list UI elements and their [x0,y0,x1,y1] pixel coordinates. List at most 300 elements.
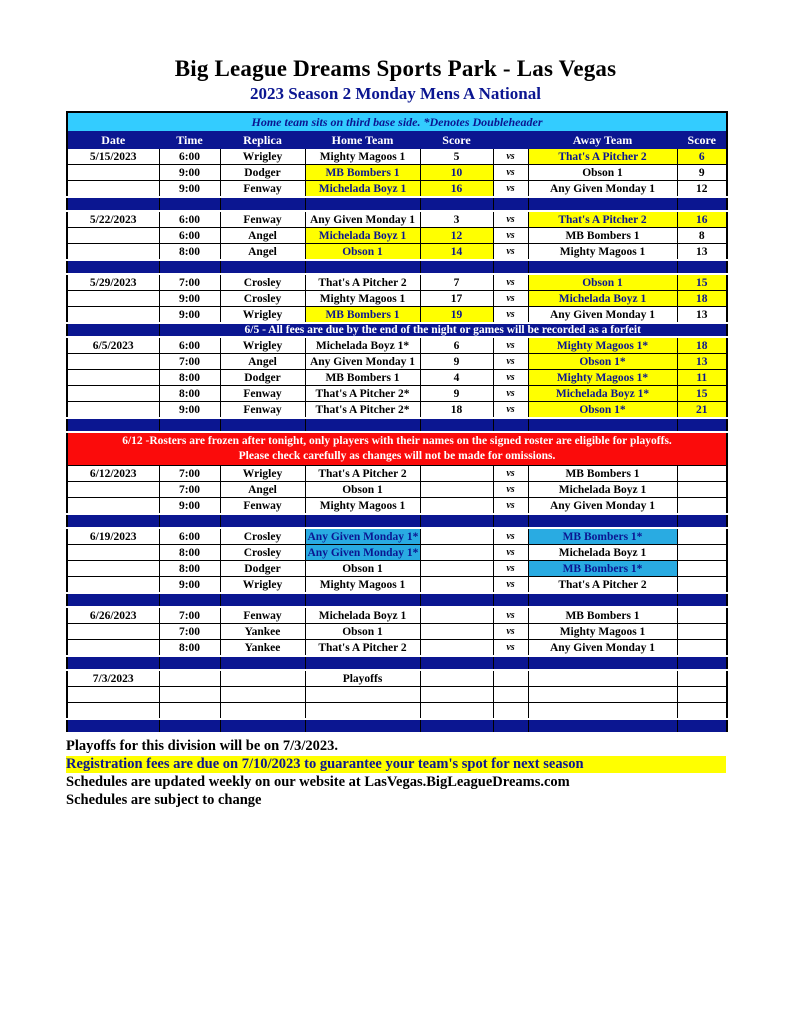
separator-note-row [67,323,727,337]
home-team-cell: Obson 1 [305,561,420,577]
blank-cell-replica [220,703,305,720]
separator-cell-home-score [420,514,493,528]
time-cell: 9:00 [159,291,220,307]
away-score-cell: 21 [677,402,727,419]
blank-cell-vs [493,687,528,703]
column-header-vs [493,132,528,149]
replica-cell [220,670,305,687]
home-team-cell: Michelada Boyz 1* [305,337,420,354]
away-score-cell [677,482,727,498]
home-score-cell: 19 [420,307,493,324]
time-cell: 8:00 [159,386,220,402]
home-team-side-note: Home team sits on third base side. *Denotes Doubleheader [67,112,727,132]
separator-cell-away-score [677,514,727,528]
home-team-cell: Obson 1 [305,244,420,261]
vs-cell: vs [493,307,528,324]
date-cell [67,561,159,577]
home-score-cell: 17 [420,291,493,307]
away-team-cell: Michelada Boyz 1 [528,482,677,498]
game-row [67,307,727,324]
replica-cell: Crosley [220,291,305,307]
separator-cell-date [67,260,159,274]
separator-cell-home-score [420,197,493,211]
roster-freeze-notice-row [67,432,727,466]
home-team-cell: Michelada Boyz 1 [305,607,420,624]
separator-cell-away [528,656,677,670]
away-team-cell: Any Given Monday 1 [528,498,677,515]
game-row [67,274,727,291]
away-score-cell: 13 [677,307,727,324]
away-team-cell: Michelada Boyz 1 [528,545,677,561]
separator-cell-replica [220,514,305,528]
vs-cell: vs [493,498,528,515]
game-row [67,402,727,419]
away-score-cell: 11 [677,370,727,386]
vs-cell: vs [493,370,528,386]
home-score-cell [420,498,493,515]
game-row [67,640,727,657]
home-team-cell: MB Bombers 1 [305,165,420,181]
separator-cell-vs [493,418,528,432]
time-cell: 9:00 [159,165,220,181]
home-team-cell: Obson 1 [305,482,420,498]
separator-cell-away-score [677,418,727,432]
separator-cell-home [305,656,420,670]
home-team-cell: Michelada Boyz 1 [305,228,420,244]
home-score-cell: 9 [420,354,493,370]
away-score-cell: 15 [677,274,727,291]
separator-row [67,719,727,733]
separator-cell-away [528,418,677,432]
game-row [67,337,727,354]
replica-cell: Crosley [220,274,305,291]
separator-cell-date [67,514,159,528]
replica-cell: Fenway [220,211,305,228]
home-team-cell: That's A Pitcher 2* [305,402,420,419]
blank-cell-home-score [420,687,493,703]
date-cell [67,165,159,181]
page-subtitle: 2023 Season 2 Monday Mens A National [250,84,541,103]
away-score-cell [677,624,727,640]
separator-cell-time [159,593,220,607]
date-cell [67,402,159,419]
separator-cell-date [67,197,159,211]
game-row [67,291,727,307]
date-cell [67,624,159,640]
away-team-cell: Obson 1 [528,165,677,181]
home-score-cell: 9 [420,386,493,402]
time-cell: 6:00 [159,337,220,354]
separator-cell-replica [220,418,305,432]
replica-cell: Angel [220,354,305,370]
separator-cell-vs [493,260,528,274]
separator-cell-home-score [420,719,493,733]
date-cell: 5/22/2023 [67,211,159,228]
column-header-home-team: Home Team [305,132,420,149]
separator-cell-time [159,514,220,528]
home-score-cell: 14 [420,244,493,261]
game-row [67,181,727,198]
time-cell: 6:00 [159,211,220,228]
home-score-cell: 7 [420,274,493,291]
replica-cell: Wrigley [220,307,305,324]
vs-cell: vs [493,211,528,228]
separator-cell-home [305,260,420,274]
separator-cell-vs [493,593,528,607]
home-team-cell: That's A Pitcher 2 [305,274,420,291]
away-score-cell: 13 [677,354,727,370]
home-score-cell [420,670,493,687]
separator-cell-home-score [420,418,493,432]
date-cell [67,640,159,657]
separator-cell-date [67,719,159,733]
time-cell: 9:00 [159,307,220,324]
home-team-cell: Mighty Magoos 1 [305,149,420,165]
replica-cell: Angel [220,244,305,261]
blank-cell-time [159,687,220,703]
away-team-cell: MB Bombers 1* [528,561,677,577]
away-score-cell [677,607,727,624]
home-score-cell [420,528,493,545]
vs-cell: vs [493,291,528,307]
time-cell: 8:00 [159,561,220,577]
date-cell: 6/19/2023 [67,528,159,545]
replica-cell: Wrigley [220,466,305,482]
blank-cell-home-score [420,703,493,720]
away-team-cell: That's A Pitcher 2 [528,149,677,165]
home-team-cell: Playoffs [305,670,420,687]
vs-cell: vs [493,561,528,577]
game-row [67,165,727,181]
away-team-cell: That's A Pitcher 2 [528,577,677,594]
replica-cell: Yankee [220,624,305,640]
away-score-cell [677,466,727,482]
date-cell [67,181,159,198]
game-row [67,466,727,482]
home-team-cell: Any Given Monday 1 [305,354,420,370]
home-score-cell: 4 [420,370,493,386]
replica-cell: Dodger [220,370,305,386]
home-team-cell: Mighty Magoos 1 [305,577,420,594]
game-row [67,577,727,594]
home-score-cell [420,624,493,640]
time-cell: 8:00 [159,640,220,657]
date-cell: 7/3/2023 [67,670,159,687]
vs-cell: vs [493,165,528,181]
time-cell: 8:00 [159,545,220,561]
game-row [67,228,727,244]
schedule-table [66,111,728,734]
separator-cell-home-score [420,656,493,670]
separator-cell-home [305,514,420,528]
vs-cell: vs [493,181,528,198]
separator-cell-away [528,719,677,733]
column-header-score: Score [677,132,727,149]
time-cell: 8:00 [159,244,220,261]
blank-cell-home [305,703,420,720]
vs-cell: vs [493,545,528,561]
footer-website-note: Schedules are updated weekly on our website at LasVegas.BigLeagueDreams.com [66,774,570,790]
home-team-cell: That's A Pitcher 2 [305,466,420,482]
away-score-cell [677,670,727,687]
away-score-cell [677,528,727,545]
away-team-cell: Mighty Magoos 1* [528,370,677,386]
schedule-body [67,149,727,734]
separator-cell-vs [493,656,528,670]
separator-row [67,260,727,274]
separator-cell-away [528,260,677,274]
game-row [67,607,727,624]
vs-cell: vs [493,337,528,354]
home-score-cell: 3 [420,211,493,228]
blank-cell-time [159,703,220,720]
separator-cell-away [528,514,677,528]
home-team-cell: Obson 1 [305,624,420,640]
home-team-cell: That's A Pitcher 2* [305,386,420,402]
home-team-cell: Any Given Monday 1* [305,528,420,545]
replica-cell: Wrigley [220,577,305,594]
roster-freeze-notice-line: Please check carefully as changes will not be made for omissions. [238,450,556,462]
home-team-cell: Any Given Monday 1 [305,211,420,228]
separator-cell-home [305,418,420,432]
replica-cell: Crosley [220,528,305,545]
separator-cell-vs [493,197,528,211]
separator-cell-date [67,593,159,607]
away-team-cell [528,670,677,687]
date-cell [67,354,159,370]
away-score-cell: 15 [677,386,727,402]
roster-freeze-notice-line: 6/12 -Rosters are frozen after tonight, only players with their names on the signed roster are eligible for playoffs. [122,435,672,447]
column-header-row [67,132,727,149]
replica-cell: Wrigley [220,149,305,165]
separator-cell-replica [220,719,305,733]
replica-cell: Fenway [220,498,305,515]
date-cell [67,291,159,307]
away-score-cell [677,545,727,561]
away-team-cell: Any Given Monday 1 [528,307,677,324]
vs-cell: vs [493,274,528,291]
separator-cell-replica [220,656,305,670]
away-team-cell: Obson 1* [528,402,677,419]
home-score-cell: 5 [420,149,493,165]
replica-cell: Fenway [220,386,305,402]
vs-cell: vs [493,528,528,545]
away-score-cell: 8 [677,228,727,244]
away-team-cell: Obson 1* [528,354,677,370]
separator-row [67,593,727,607]
away-team-cell: Mighty Magoos 1* [528,337,677,354]
game-row [67,354,727,370]
replica-cell: Crosley [220,545,305,561]
separator-row [67,197,727,211]
home-team-cell: Mighty Magoos 1 [305,291,420,307]
home-score-cell: 10 [420,165,493,181]
away-score-cell [677,498,727,515]
game-row [67,244,727,261]
blank-cell-away [528,687,677,703]
blank-cell-date [67,703,159,720]
away-team-cell: Mighty Magoos 1 [528,624,677,640]
time-cell: 7:00 [159,607,220,624]
home-score-cell: 12 [420,228,493,244]
date-cell [67,307,159,324]
footer-subject-to-change-note: Schedules are subject to change [66,792,262,808]
separator-cell-vs [493,719,528,733]
home-score-cell: 6 [420,337,493,354]
away-team-cell: MB Bombers 1* [528,528,677,545]
blank-cell-away-score [677,703,727,720]
page-title: Big League Dreams Sports Park - Las Vegas [174,56,617,81]
time-cell: 7:00 [159,354,220,370]
separator-cell-away-score [677,197,727,211]
separator-row [67,656,727,670]
home-score-cell [420,466,493,482]
time-cell: 7:00 [159,466,220,482]
away-score-cell [677,640,727,657]
away-team-cell: Michelada Boyz 1 [528,291,677,307]
fees-due-note: 6/5 - All fees are due by the end of the night or games will be recorded as a forfeit [159,323,727,337]
replica-cell: Angel [220,482,305,498]
date-cell: 6/12/2023 [67,466,159,482]
separator-cell-time [159,197,220,211]
roster-freeze-notice [67,432,727,466]
separator-cell-vs [493,514,528,528]
home-score-cell: 18 [420,402,493,419]
time-cell: 7:00 [159,624,220,640]
away-team-cell: Any Given Monday 1 [528,640,677,657]
date-cell [67,545,159,561]
separator-cell-time [159,656,220,670]
vs-cell: vs [493,386,528,402]
away-score-cell [677,561,727,577]
game-row [67,528,727,545]
replica-cell: Angel [220,228,305,244]
date-cell [67,482,159,498]
time-cell: 9:00 [159,498,220,515]
time-cell: 6:00 [159,228,220,244]
home-score-cell [420,607,493,624]
vs-cell [493,670,528,687]
separator-cell-away-score [677,260,727,274]
column-header-date: Date [67,132,159,149]
replica-cell: Yankee [220,640,305,657]
away-team-cell: MB Bombers 1 [528,607,677,624]
date-cell [67,577,159,594]
blank-row [67,703,727,720]
game-row [67,482,727,498]
vs-cell: vs [493,577,528,594]
away-score-cell: 12 [677,181,727,198]
vs-cell: vs [493,607,528,624]
game-row [67,561,727,577]
separator-cell-away-score [677,593,727,607]
away-score-cell: 6 [677,149,727,165]
game-row [67,670,727,687]
footer-notes [66,738,726,809]
separator-cell-home [305,197,420,211]
replica-cell: Wrigley [220,337,305,354]
replica-cell: Fenway [220,607,305,624]
away-team-cell: Mighty Magoos 1 [528,244,677,261]
separator-cell-away [528,593,677,607]
blank-cell-home [305,687,420,703]
away-score-cell: 18 [677,337,727,354]
date-cell [67,498,159,515]
separator-cell-time [159,719,220,733]
separator-cell-away [528,197,677,211]
game-row [67,545,727,561]
home-score-cell: 16 [420,181,493,198]
column-header-time: Time [159,132,220,149]
time-cell: 6:00 [159,149,220,165]
away-score-cell: 16 [677,211,727,228]
vs-cell: vs [493,482,528,498]
footer-playoffs-note: Playoffs for this division will be on 7/3/2023. [66,738,339,754]
vs-cell: vs [493,244,528,261]
home-team-cell: MB Bombers 1 [305,307,420,324]
separator-cell-away-score [677,656,727,670]
home-score-cell [420,482,493,498]
home-team-cell: That's A Pitcher 2 [305,640,420,657]
game-row [67,498,727,515]
away-team-cell: MB Bombers 1 [528,228,677,244]
blank-cell-replica [220,687,305,703]
vs-cell: vs [493,640,528,657]
blank-cell-date [67,687,159,703]
vs-cell: vs [493,354,528,370]
date-cell: 6/26/2023 [67,607,159,624]
date-cell: 5/15/2023 [67,149,159,165]
column-header-replica: Replica [220,132,305,149]
time-cell: 8:00 [159,370,220,386]
footer-registration-note: Registration fees are due on 7/10/2023 to guarantee your team's spot for next season [66,756,726,773]
replica-cell: Dodger [220,165,305,181]
time-cell: 9:00 [159,402,220,419]
home-team-cell: Any Given Monday 1* [305,545,420,561]
blank-cell-away [528,703,677,720]
date-cell: 5/29/2023 [67,274,159,291]
time-cell: 9:00 [159,181,220,198]
game-row [67,386,727,402]
separator-cell-home-score [420,593,493,607]
replica-cell: Dodger [220,561,305,577]
home-team-cell: MB Bombers 1 [305,370,420,386]
separator-cell-date [67,656,159,670]
away-team-cell: That's A Pitcher 2 [528,211,677,228]
vs-cell: vs [493,624,528,640]
away-score-cell: 18 [677,291,727,307]
vs-cell: vs [493,149,528,165]
separator-cell-replica [220,197,305,211]
away-team-cell: Michelada Boyz 1* [528,386,677,402]
home-score-cell [420,577,493,594]
separator-cell-home [305,593,420,607]
home-team-cell: Mighty Magoos 1 [305,498,420,515]
separator-row [67,418,727,432]
column-header-score: Score [420,132,493,149]
away-team-cell: MB Bombers 1 [528,466,677,482]
separator-cell-time [159,260,220,274]
column-header-away-team: Away Team [528,132,677,149]
date-cell: 6/5/2023 [67,337,159,354]
vs-cell: vs [493,402,528,419]
away-score-cell [677,577,727,594]
away-score-cell: 9 [677,165,727,181]
blank-cell-away-score [677,687,727,703]
time-cell [159,670,220,687]
home-score-cell [420,640,493,657]
game-row [67,370,727,386]
